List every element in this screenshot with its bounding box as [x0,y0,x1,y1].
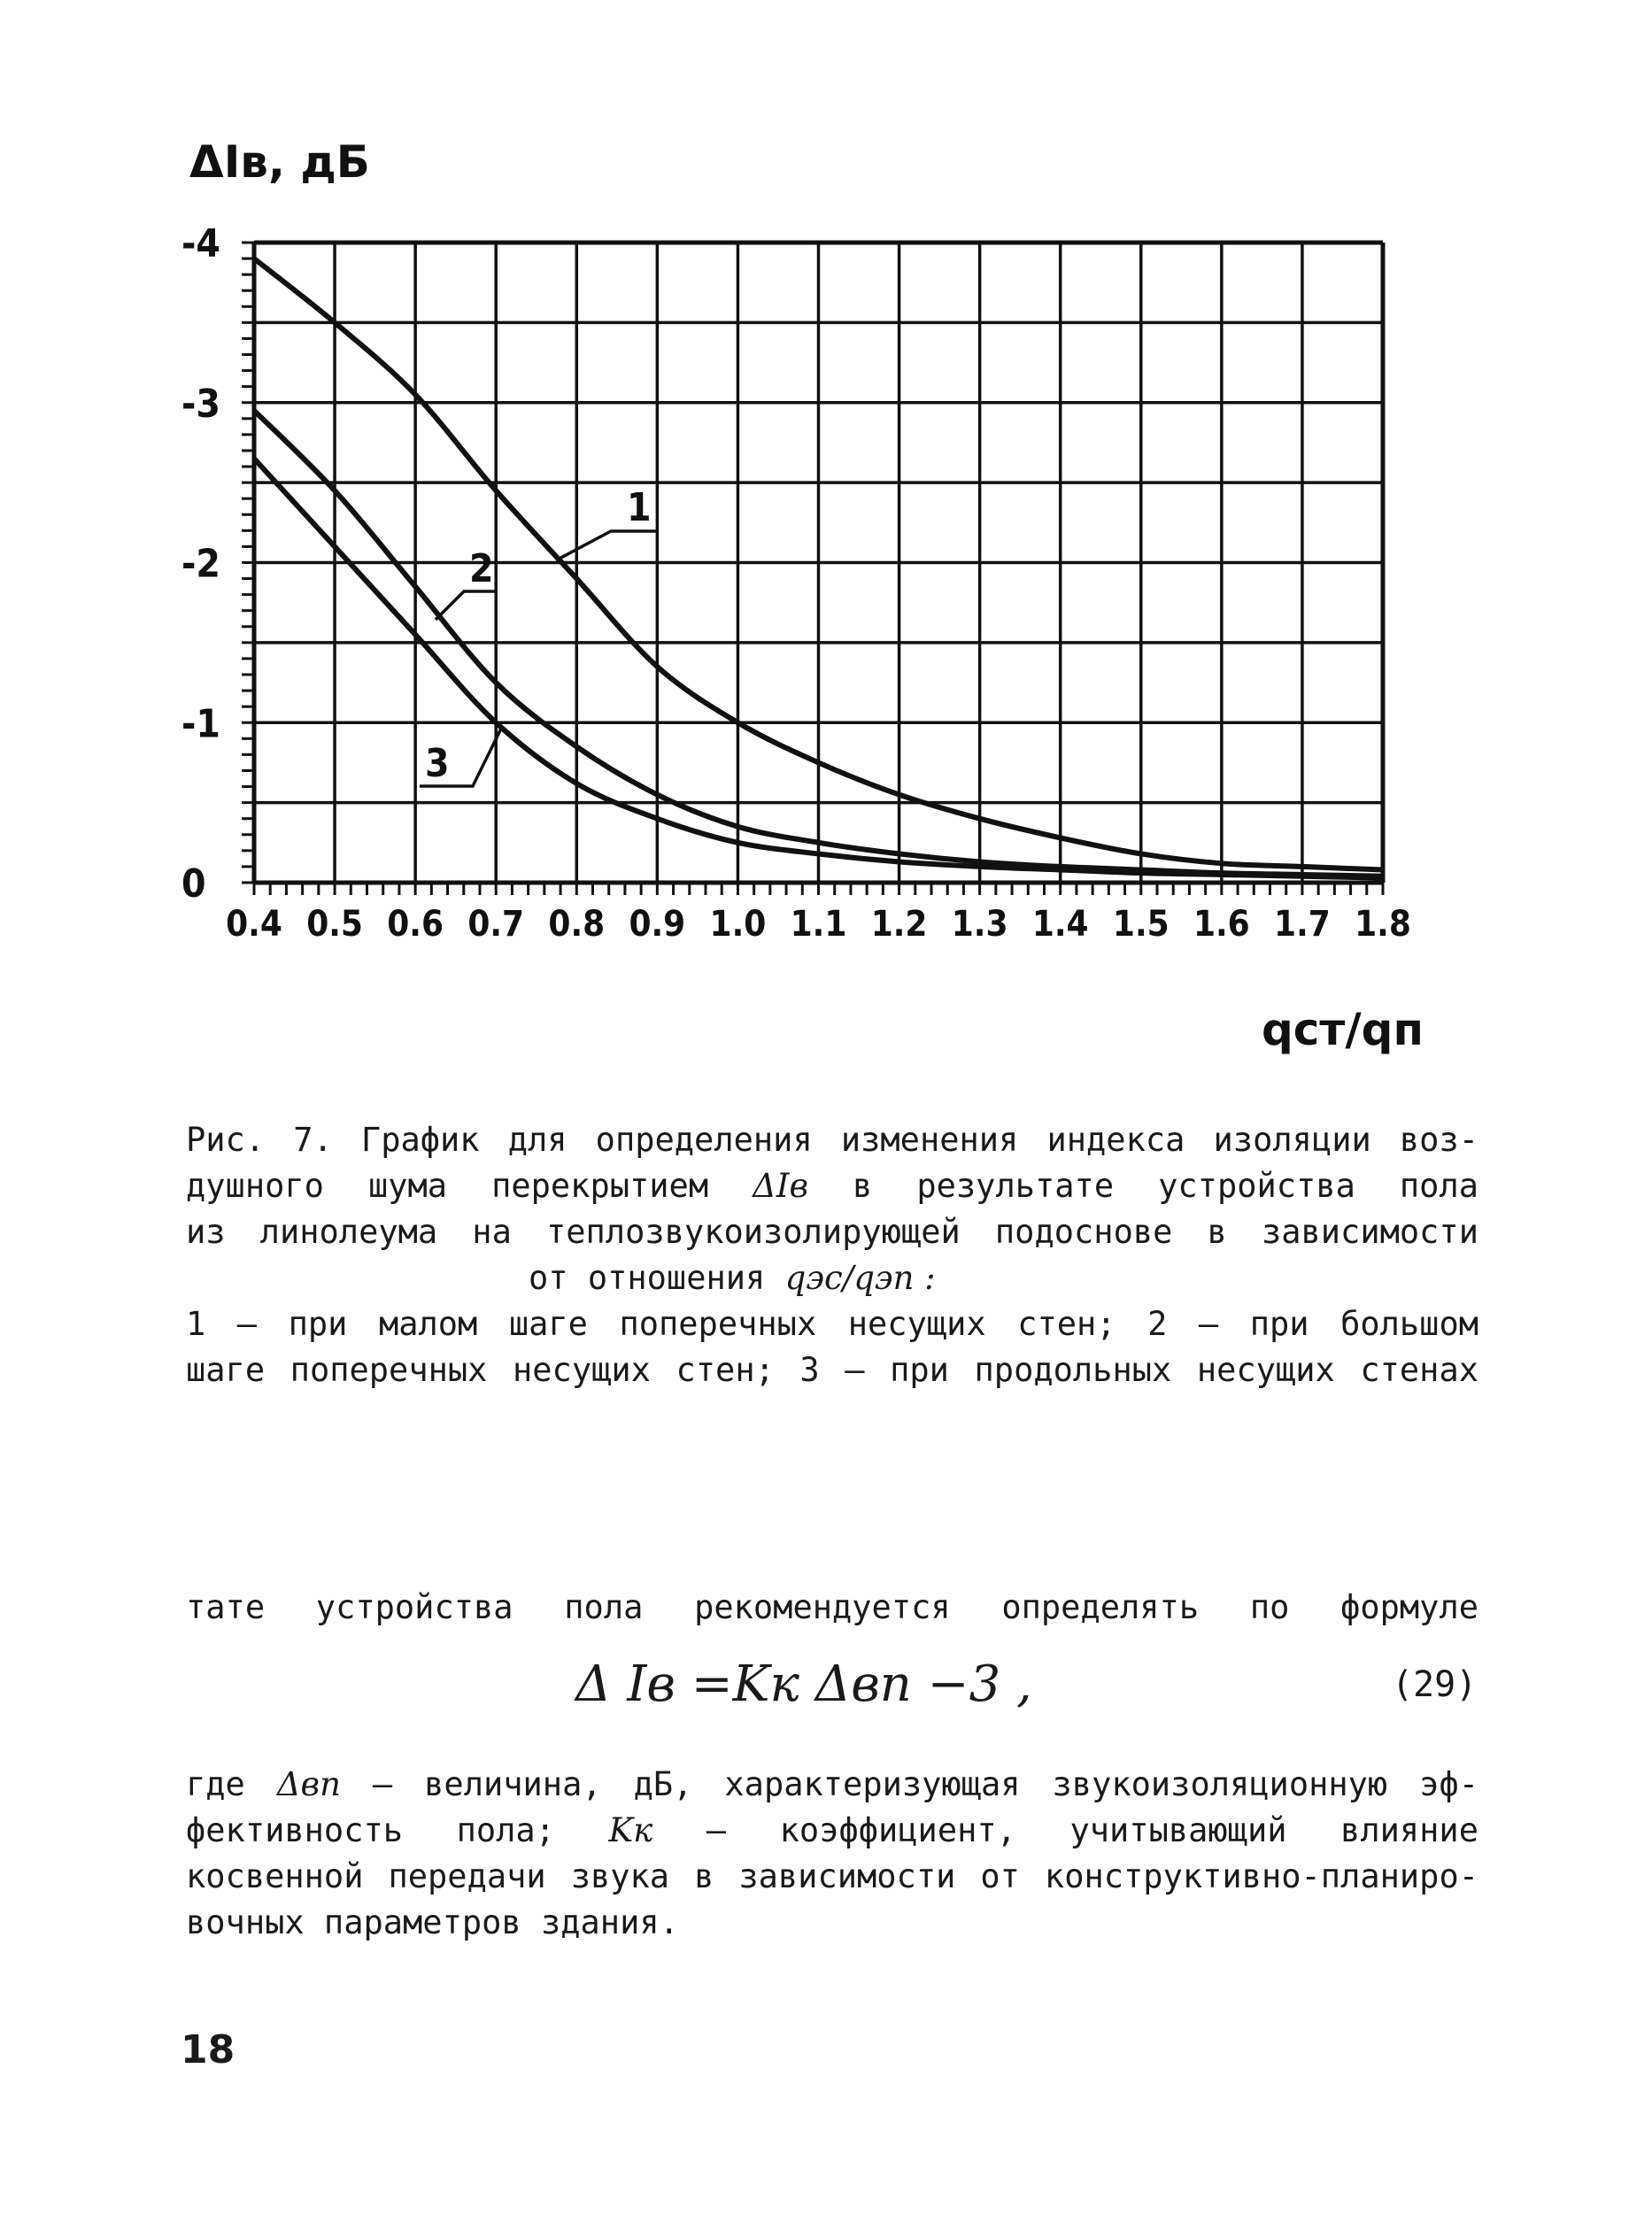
curve-label-1: 1 [627,485,652,530]
x-tick-label: 0.6 [387,904,444,945]
caption-line-5: 1 – при малом шаге поперечных несущих стен; 2 – при большом [186,1305,1478,1343]
body-line-1: где Δвп – величина, дБ, характеризующая звукоизоляционную эф- [186,1765,1479,1803]
x-tick-label: 0.9 [629,904,686,945]
body-line-2: фективность пола; Kк – коэффициент, учитывающий влияние [186,1811,1478,1849]
x-tick-label: 1.2 [870,904,928,945]
chart-minor-ticks [242,243,1383,895]
x-tick-label: 1.8 [1355,904,1411,945]
x-tick-label: 0.5 [306,904,363,945]
y-tick-label: 0 [181,861,206,907]
x-tick-label: 1.3 [951,904,1008,945]
y-tick-label: -1 [181,701,220,747]
x-tick-label: 1.1 [790,904,847,945]
y-tick-label: -3 [181,381,220,427]
chart [0,0,1652,1089]
caption-line-1: Рис. 7. График для определения изменения индекса изоляции воз- [186,1121,1478,1159]
curve-label-2: 2 [469,546,494,591]
ratio-symbol: qэс/qэп : [784,1259,936,1297]
y-tick-label: -4 [181,221,220,266]
body-intro: тате устройства пола рекомендуется определять по формуле [186,1588,1478,1626]
x-axis-title: qст/qп [1262,1004,1424,1055]
y-tick-label: -2 [181,541,220,587]
curve-leader-2 [436,591,496,620]
body-line-4: вочных параметров здания. [186,1903,679,1941]
caption-line-4: от отношения qэс/qэп : [529,1259,936,1297]
curve-leader-1 [556,531,657,560]
x-tick-label: 1.0 [709,904,767,945]
y-axis-title: ΔIв, дБ [189,136,370,188]
kk-symbol: Kк [608,1811,653,1849]
x-tick-label: 1.7 [1274,904,1331,945]
caption-line-2: душного шума перекрытием ΔIв в результате устройства пола [186,1167,1479,1205]
formula-29: Δ Iв =Kк Δвп −3 , [575,1655,1032,1713]
page-number: 18 [181,2027,235,2072]
caption-line-3: из линолеума на теплозвукоизолирующей подоснове в зависимости [186,1213,1478,1251]
delta-vp-symbol: Δвп [276,1765,341,1803]
x-tick-label: 0.4 [226,904,282,945]
curve-label-3: 3 [425,741,450,786]
x-tick-label: 0.8 [548,904,606,945]
formula-number: (29) [1392,1664,1478,1705]
x-tick-label: 1.4 [1031,904,1089,945]
x-tick-label: 1.5 [1112,904,1170,945]
x-tick-label: 1.6 [1193,904,1250,945]
body-line-3: косвенной передачи звука в зависимости от конструктивно-планиро- [186,1857,1478,1895]
caption-line-6: шаге поперечных несущих стен; 3 – при продольных несущих стенах [186,1351,1478,1389]
x-tick-label: 0.7 [467,904,525,945]
delta-i-symbol: ΔIв [753,1167,809,1205]
